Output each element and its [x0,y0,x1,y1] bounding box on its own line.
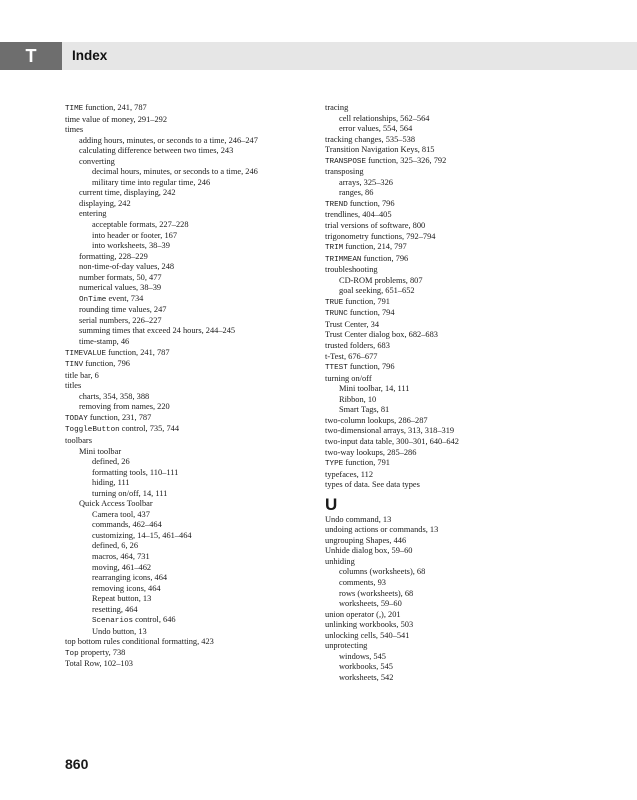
index-entry [65,436,327,447]
index-entries-right-u [325,515,587,684]
index-entry-text: acceptable formats, 227–228 [92,220,189,230]
index-entry [65,531,327,542]
index-entry-text: Total Row, 102–103 [65,659,133,669]
index-entry-text: windows, 545 [339,651,386,661]
page-number: 860 [65,756,89,772]
index-entry [65,605,327,616]
index-entry [325,470,587,481]
index-entry [325,114,587,125]
index-entry-text: Smart Tags, 81 [339,405,390,415]
index-entry-text: function, 325–326, 792 [366,155,447,165]
index-entry-text: time value of money, 291–292 [65,114,168,124]
index-entry-text: formatting, 228–229 [79,251,148,261]
index-entry-text: charts, 354, 358, 388 [79,391,150,401]
index-entry [65,359,327,371]
index-entry-text: function, 231, 787 [87,412,152,422]
index-entry-text: calculating difference between two times, 243 [79,146,234,156]
index-entry [65,283,327,294]
index-entry [65,337,327,348]
page-title: Index [72,48,108,63]
index-entry [65,157,327,168]
index-entry-text: ranges, 86 [339,188,374,198]
index-entry-text: Undo command, 13 [325,514,392,524]
index-entry-text: unlocking cells, 540–541 [325,630,410,640]
index-entry [65,563,327,574]
index-entry [325,610,587,621]
index-entry [325,210,587,221]
index-entry-text: Transition Navigation Keys, 815 [325,145,435,155]
index-entry [325,405,587,416]
index-entry-text: rounding time values, 247 [79,305,167,315]
index-entry-text: function, 796 [347,362,395,372]
index-entry [65,178,327,189]
index-entry-text: Mini toolbar [79,446,122,456]
index-entry-code: TRUE [325,298,344,307]
index-entry-text: current time, displaying, 242 [79,188,176,198]
index-entry-text: property, 738 [78,647,126,657]
index-entry [65,294,327,306]
index-entry-text: Mini toolbar, 14, 111 [339,384,410,394]
index-entry [65,424,327,436]
index-entry-text: control, 646 [133,615,176,625]
index-entry [65,305,327,316]
index-entry [325,242,587,254]
index-entry [325,426,587,437]
index-entry-text: numerical values, 38–39 [79,283,162,293]
index-entry [325,384,587,395]
index-entry-text: decimal hours, minutes, or seconds to a time, 246 [92,167,258,177]
index-entry [325,308,587,320]
index-entry-text: transposing [325,167,364,177]
index-entry [325,124,587,135]
index-entry [65,316,327,327]
index-entry-text: function, 241, 787 [106,347,170,357]
index-entry-text: Ribbon, 10 [339,394,377,404]
index-entry-text: function, 791 [343,458,390,468]
index-entry-text: worksheets, 542 [339,672,394,682]
index-entry [325,546,587,557]
index-entry-text: displaying, 242 [79,198,131,208]
index-entry-text: two-column lookups, 286–287 [325,415,428,425]
index-entry-code: TIME [65,105,84,113]
index-entry [65,252,327,263]
index-entry [325,620,587,631]
index-column-left [65,103,327,670]
index-entry [325,536,587,547]
index-entry [65,371,327,382]
index-entry-text: function, 796 [347,198,395,208]
index-entry-text: hiding, 111 [92,478,130,488]
index-entries-left [65,103,327,670]
index-entry-text: serial numbers, 226–227 [79,315,162,325]
index-entry-text: times [65,125,84,135]
index-entry [65,262,327,273]
index-entry-text: function, 241, 787 [83,103,147,112]
index-entry [65,231,327,242]
index-entry-text: tracing [325,103,349,112]
index-entry-text: commands, 462–464 [92,520,162,530]
index-entry-text: Trust Center, 34 [325,319,380,329]
section-letter-u: U [325,494,338,514]
index-entry-text: comments, 93 [339,577,386,587]
index-entry [65,273,327,284]
index-entry [65,392,327,403]
index-entry-text: formatting tools, 110–111 [92,467,179,477]
index-entry [65,627,327,638]
index-entry [325,188,587,199]
index-entry [65,637,327,648]
index-entry [325,286,587,297]
index-entry [65,552,327,563]
index-entry [65,510,327,521]
index-entry [65,648,327,660]
index-entry [325,641,587,652]
index-entry-text: number formats, 50, 477 [79,272,162,282]
index-entry-text: function, 796 [361,253,409,263]
index-entry-text: control, 735, 744 [119,424,180,434]
index-entry [325,480,587,491]
index-entry-code: TRANSPOSE [325,157,367,166]
index-entry [325,458,587,470]
index-entry-text: workbooks, 545 [339,662,393,672]
index-entry [65,499,327,510]
index-entry [325,395,587,406]
index-entries-right-t [325,103,587,491]
index-entry-text: two-input data table, 300–301, 640–642 [325,436,459,446]
index-entry [325,135,587,146]
index-entry [325,103,587,114]
index-entry-code: OnTime [79,295,107,304]
index-entry-text: top bottom rules conditional formatting, 423 [65,637,214,647]
index-entry-text: Camera tool, 437 [92,509,150,519]
index-entry [325,167,587,178]
index-entry-code: ToggleButton [65,426,120,435]
index-entry [65,594,327,605]
index-entry-text: entering [79,209,107,219]
index-entry [325,145,587,156]
index-entry [325,448,587,459]
index-entry-text: types of data. See data types [325,480,420,490]
index-entry [65,115,327,126]
index-entry-text: non-time-of-day values, 248 [79,262,175,272]
index-entry [325,199,587,211]
index-entry [325,265,587,276]
index-entry [65,167,327,178]
index-entry-text: t-Test, 676–677 [325,351,378,361]
index-entry [325,599,587,610]
index-entry-text: defined, 6, 26 [92,541,139,551]
index-entry-text: toolbars [65,435,92,445]
index-entry [325,515,587,526]
index-entry-text: function, 794 [347,308,395,318]
index-entry-text: two-way lookups, 285–286 [325,447,417,457]
index-entry [325,557,587,568]
index-entry-text: rearranging icons, 464 [92,573,168,583]
index-entry-text: undoing actions or commands, 13 [325,525,439,535]
index-entry [65,188,327,199]
index-entry [65,199,327,210]
index-entry-text: trusted folders, 683 [325,341,390,351]
index-entry-code: TINV [65,361,84,370]
index-entry [65,381,327,392]
index-entry-text: Trust Center dialog box, 682–683 [325,330,438,340]
index-entry [325,567,587,578]
index-entry [325,320,587,331]
index-entry [325,362,587,374]
index-entry [325,673,587,684]
index-entry [65,659,327,670]
index-entry [65,468,327,479]
index-entry-code: Top [65,649,79,658]
index-entry [65,125,327,136]
index-entry [65,573,327,584]
index-entry-text: adding hours, minutes, or seconds to a time, 246–247 [79,135,258,145]
index-entry [65,489,327,500]
index-entry-text: tracking changes, 535–538 [325,134,416,144]
index-entry-code: Scenarios [92,617,134,626]
index-entry [65,103,327,115]
index-entry-text: removing from names, 220 [79,402,170,412]
index-entry-text: troubleshooting [325,265,378,275]
index-entry-text: CD-ROM problems, 807 [339,275,423,285]
index-entry [325,276,587,287]
index-entry-text: into worksheets, 38–39 [92,241,170,251]
index-entry-text: trigonometry functions, 792–794 [325,231,436,241]
index-entry-text: trial versions of software, 800 [325,221,426,231]
index-entry-text: arrays, 325–326 [339,177,393,187]
index-entry [325,330,587,341]
index-column-right [325,103,587,683]
index-entry [65,348,327,360]
index-entry [65,447,327,458]
index-entry-text: unlinking workbooks, 503 [325,620,414,630]
index-entry-code: TRIMMEAN [325,255,362,264]
index-entry [325,437,587,448]
index-entry-text: time-stamp, 46 [79,337,130,347]
index-entry-text: Repeat button, 13 [92,594,152,604]
index-entry [325,416,587,427]
index-entry [65,413,327,425]
index-entry-text: Quick Access Toolbar [79,499,153,509]
index-entry [65,326,327,337]
index-entry-code: TREND [325,200,348,209]
index-entry-text: rows (worksheets), 68 [339,588,414,598]
index-entry [325,578,587,589]
index-entry [325,352,587,363]
index-entry-text: unhiding [325,556,355,566]
index-entry-text: unprotecting [325,641,368,651]
index-entry [325,341,587,352]
index-entry [65,584,327,595]
index-entry-code: TODAY [65,414,88,423]
index-entry-text: goal seeking, 651–652 [339,286,415,296]
index-entry [65,241,327,252]
index-entry [325,156,587,168]
index-entry [65,146,327,157]
index-entry-code: TYPE [325,460,344,469]
index-entry [65,520,327,531]
index-entry-text: typefaces, 112 [325,469,374,479]
index-entry-text: military time into regular time, 246 [92,177,211,187]
index-entry-text: union operator (,), 201 [325,609,401,619]
index-entry [65,457,327,468]
index-entry [325,232,587,243]
index-entry-text: converting [79,156,115,166]
index-entry [65,220,327,231]
index-entry-code: TTEST [325,364,348,373]
index-entry-text: Unhide dialog box, 59–60 [325,546,413,556]
index-entry-text: moving, 461–462 [92,562,152,572]
index-entry-text: resetting, 464 [92,604,138,614]
index-entry-text: function, 791 [343,296,390,306]
index-entry-text: columns (worksheets), 68 [339,567,426,577]
index-entry-code: TRUNC [325,310,348,319]
section-tab-letter: T [0,42,62,70]
index-entry-text: function, 214, 797 [343,242,407,252]
index-entry [65,209,327,220]
index-entry-text: removing icons, 464 [92,583,161,593]
index-entry [325,178,587,189]
index-entry-text: title bar, 6 [65,370,99,380]
index-entry [65,541,327,552]
index-entry [65,615,327,627]
index-entry [325,662,587,673]
index-entry-text: trendlines, 404–405 [325,210,392,220]
index-entry-text: error values, 554, 564 [339,124,413,134]
index-entry-code: TRIM [325,244,344,253]
index-entry-text: two-dimensional arrays, 313, 318–319 [325,426,455,436]
index-entry-text: titles [65,381,82,391]
index-entry-text: function, 796 [83,359,130,369]
index-entry [325,589,587,600]
index-entry [325,631,587,642]
index-entry-code: TIMEVALUE [65,349,107,358]
index-entry-text: event, 734 [106,293,144,303]
index-entry-text: summing times that exceed 24 hours, 244–245 [79,326,236,336]
index-entry [325,652,587,663]
index-entry [325,297,587,309]
index-entry [325,221,587,232]
index-entry-text: ungrouping Shapes, 446 [325,535,407,545]
index-entry [65,136,327,147]
index-entry [325,374,587,385]
index-entry-text: turning on/off, 14, 111 [92,488,168,498]
index-entry [325,525,587,536]
index-entry-text: into header or footer, 167 [92,230,178,240]
index-entry [65,478,327,489]
index-entry-text: macros, 464, 731 [92,551,150,561]
index-entry-text: Undo button, 13 [92,626,147,636]
index-entry-text: defined, 26 [92,457,130,467]
index-entry [65,402,327,413]
index-entry-text: cell relationships, 562–564 [339,113,430,123]
index-entry [325,254,587,266]
index-entry-text: turning on/off [325,373,372,383]
index-entry-text: worksheets, 59–60 [339,599,402,609]
index-entry-text: customizing, 14–15, 461–464 [92,530,192,540]
